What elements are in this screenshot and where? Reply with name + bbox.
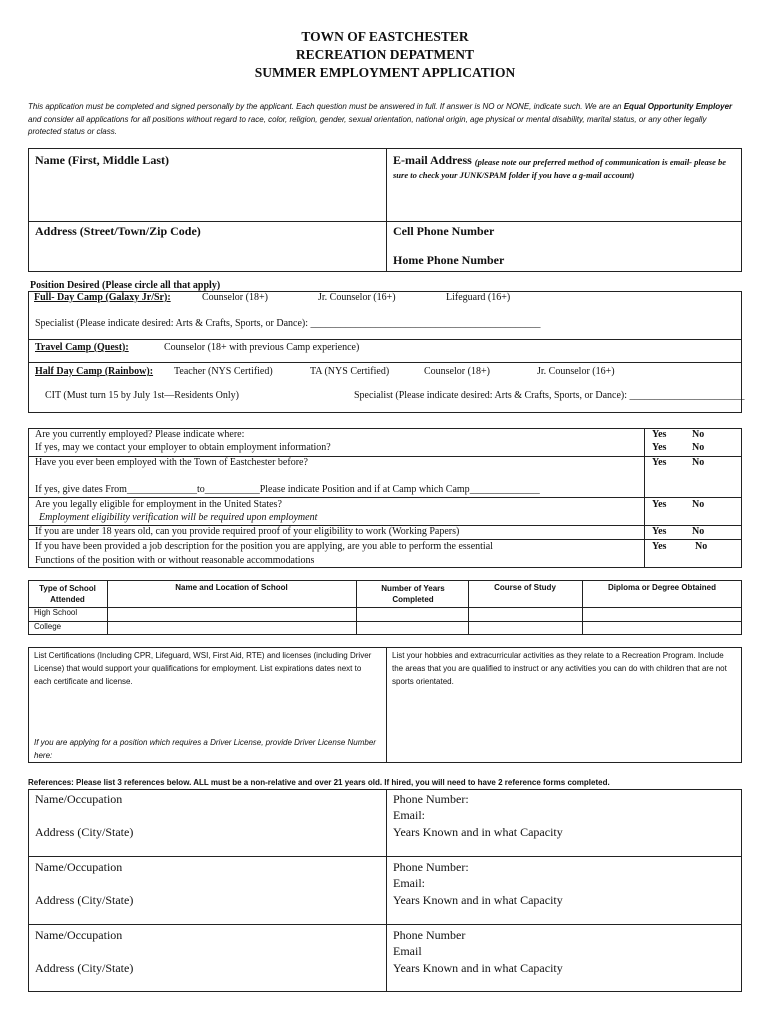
email-label: E-mail Address [393, 153, 472, 167]
dates-from-blank[interactable]: ______________ [126, 484, 197, 495]
fd-specialist-blank[interactable]: ______________________________________________ [310, 318, 541, 329]
hd-specialist-option[interactable] [354, 390, 745, 401]
ref2-name-field[interactable]: Name/Occupation [35, 860, 123, 874]
hd-ta-option[interactable]: TA (NYS Certified) [310, 366, 390, 377]
ref3-name-field[interactable]: Name/Occupation [35, 928, 123, 942]
hobbies-field[interactable]: List your hobbies and extracurricular activities as they relate to a Recreation Program. Include the areas that you are qualified to instruct or any activities you can do with children that are not sports orientated. [392, 651, 727, 686]
edu-row-high-school: High School [34, 608, 78, 617]
intro-paragraph [28, 101, 740, 139]
ref1-address-field[interactable]: Address (City/State) [35, 825, 134, 839]
certifications-field[interactable]: List Certifications (Including CPR, Lifeguard, WSI, First Aid, RTE) and licenses (including Driver License) that would support your qualifications for employment. List expirations dates next to each certificate and license. [34, 651, 372, 686]
dates-from-label: If yes, give dates From [35, 484, 127, 495]
ref1-phone-field[interactable]: Phone Number: [393, 792, 469, 806]
email-note: (please note our preferred method of communication is email- please be sure to check your JUNK/SPAM folder if you have a g-mail account) [393, 157, 726, 180]
hd-counselor-option[interactable]: Counselor (18+) [424, 366, 490, 377]
half-day-camp-label: Half Day Camp (Rainbow): [35, 366, 154, 377]
fd-lifeguard-option[interactable]: Lifeguard (16+) [446, 292, 511, 303]
dates-to-label: to [196, 484, 205, 495]
hd-specialist-blank[interactable]: _______________________ [629, 390, 745, 401]
q6-no-option[interactable]: No [695, 541, 708, 552]
question-employed-before: Have you ever been employed with the Town of Eastchester before? [35, 457, 308, 468]
email-field[interactable] [393, 155, 735, 181]
ref3-years-field[interactable]: Years Known and in what Capacity [393, 961, 563, 975]
ref1-name-field[interactable]: Name/Occupation [35, 792, 123, 806]
q6-yes-option[interactable]: Yes [652, 541, 667, 552]
hd-teacher-option[interactable]: Teacher (NYS Certified) [174, 366, 273, 377]
references-table [28, 789, 742, 992]
ref3-phone-field[interactable]: Phone Number [393, 928, 466, 942]
fd-counselor-option[interactable]: Counselor (18+) [202, 292, 268, 303]
q5-yes-option[interactable]: Yes [652, 526, 667, 537]
question-working-papers: If you are under 18 years old, can you provide required proof of your eligibility to work (Working Papers) [35, 526, 460, 537]
travel-counselor-option[interactable]: Counselor (18+ with previous Camp experience) [164, 342, 360, 353]
position-camp-blank[interactable]: ______________ [469, 484, 540, 495]
q2-yes-option[interactable]: Yes [652, 442, 667, 453]
fd-specialist-option[interactable] [35, 318, 541, 329]
ref2-phone-field[interactable]: Phone Number: [393, 860, 469, 874]
home-phone-field[interactable]: Home Phone Number [393, 253, 505, 267]
question-legally-eligible: Are you legally eligible for employment in the United States? [35, 499, 282, 510]
ref1-email-field[interactable]: Email: [393, 808, 425, 822]
header-line-2: RECREATION DEPATMENT [295, 47, 475, 62]
hd-jr-counselor-option[interactable]: Jr. Counselor (16+) [537, 366, 615, 377]
edu-header-name: Name and Location of School [175, 583, 288, 592]
q3-no-option[interactable]: No [692, 457, 705, 468]
question-job-description: If you have been provided a job description for the position you are applying, are you able to perform the essential [35, 541, 493, 552]
ref3-email-field[interactable]: Email [393, 944, 422, 958]
ref2-address-field[interactable]: Address (City/State) [35, 893, 134, 907]
q1-no-option[interactable]: No [692, 429, 705, 440]
ref2-years-field[interactable]: Years Known and in what Capacity [393, 893, 563, 907]
edu-row-college: College [34, 622, 62, 631]
edu-header-course: Course of Study [494, 583, 556, 592]
intro-text-b: and consider all applications for all positions without regard to race, color, religion, gender, sexual orientation, national origin, age physical or mental disability, marital status, or any other legally protected status or class. [28, 114, 707, 136]
q1-yes-option[interactable]: Yes [652, 429, 667, 440]
cit-option[interactable]: CIT (Must turn 15 by July 1st—Residents Only) [45, 390, 239, 401]
ref3-address-field[interactable]: Address (City/State) [35, 961, 134, 975]
position-camp-label: Please indicate Position and if at Camp which Camp [259, 484, 470, 495]
position-heading: Position Desired (Please circle all that apply) [30, 280, 221, 291]
question-currently-employed: Are you currently employed? Please indicate where: [35, 429, 245, 440]
cell-phone-field[interactable]: Cell Phone Number [393, 224, 495, 238]
question-job-description-2: Functions of the position with or without reasonable accommodations [35, 555, 315, 566]
question-dates [35, 484, 540, 495]
q2-no-option[interactable]: No [692, 442, 705, 453]
fd-specialist-text: Specialist (Please indicate desired: Arts & Crafts, Sports, or Dance): [35, 318, 308, 329]
header-line-1: TOWN OF EASTCHESTER [301, 29, 469, 44]
driver-license-field[interactable]: If you are applying for a position which requires a Driver License, provide Driver License Number here: [34, 738, 376, 760]
hd-specialist-text: Specialist (Please indicate desired: Arts & Crafts, Sports, or Dance): [354, 390, 627, 401]
edu-header-type: Type of School Attended [39, 584, 96, 604]
name-field[interactable]: Name (First, Middle Last) [35, 153, 169, 167]
travel-camp-label: Travel Camp (Quest): [35, 342, 129, 353]
dates-to-blank[interactable]: ___________ [204, 484, 260, 495]
header-line-3: SUMMER EMPLOYMENT APPLICATION [254, 65, 516, 80]
eligibility-note: Employment eligibility verification will be required upon employment [39, 512, 318, 523]
ref1-years-field[interactable]: Years Known and in what Capacity [393, 825, 563, 839]
intro-text-a: This application must be completed and signed personally by the applicant. Each question must be answered in full. If answer is NO or NONE, indicate such. We are an [28, 102, 624, 111]
q4-yes-option[interactable]: Yes [652, 499, 667, 510]
ref2-email-field[interactable]: Email: [393, 876, 425, 890]
q5-no-option[interactable]: No [692, 526, 705, 537]
full-day-camp-label: Full- Day Camp (Galaxy Jr/Sr): [34, 292, 171, 303]
intro-eoe: Equal Opportunity Employer [623, 102, 733, 111]
edu-header-years: Number of Years Completed [381, 584, 445, 604]
edu-header-diploma: Diploma or Degree Obtained [607, 583, 717, 592]
fd-jr-counselor-option[interactable]: Jr. Counselor (16+) [318, 292, 396, 303]
question-contact-employer: If yes, may we contact your employer to obtain employment information? [35, 442, 331, 453]
q3-yes-option[interactable]: Yes [652, 457, 667, 468]
references-heading: References: Please list 3 references below. ALL must be a non-relative and over 21 years old. If hired, you will need to have 2 reference forms completed. [28, 778, 610, 787]
q4-no-option[interactable]: No [692, 499, 705, 510]
address-field[interactable]: Address (Street/Town/Zip Code) [35, 224, 201, 238]
